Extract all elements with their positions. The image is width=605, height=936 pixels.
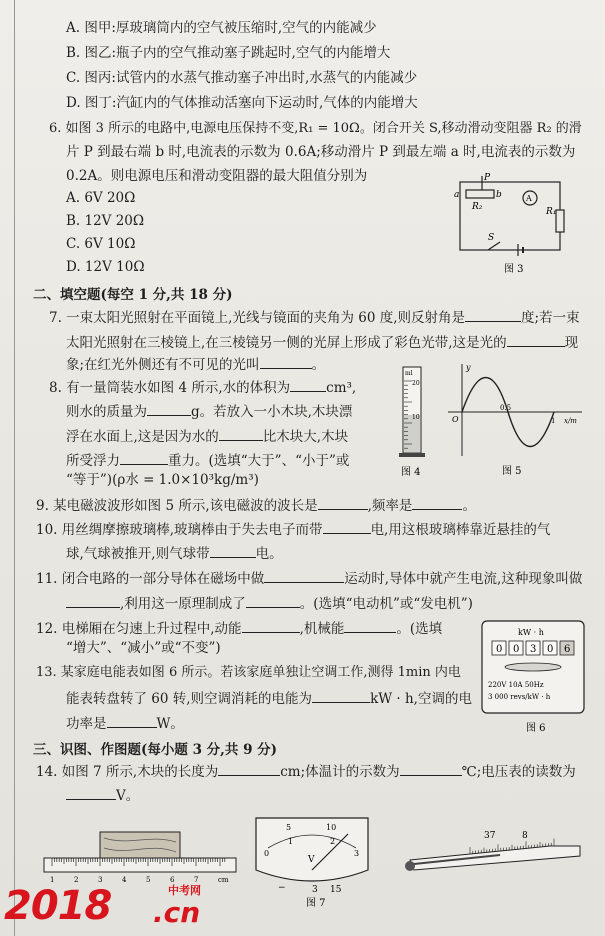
answer-blank[interactable]: [344, 619, 396, 633]
q5-option-c: C. 图丙:试管内的水蒸气推动塞子冲出时,水蒸气的内能减少: [66, 70, 418, 86]
q6-option-a: A. 6V 20Ω: [66, 190, 136, 206]
ruler-label: 7: [194, 876, 199, 884]
ruler-label: 2: [74, 876, 79, 884]
q14-text: cm;体温计的示数为: [280, 764, 400, 780]
q12-text: 12. 电梯厢在匀速上升过程中,动能: [36, 621, 242, 637]
q11-text: ,利用这一原理制成了: [120, 596, 246, 612]
q11-text: 。(选填“电动机”或“发电机”): [299, 596, 473, 612]
wooden-block: [100, 832, 180, 858]
answer-blank[interactable]: [260, 355, 312, 369]
watermark-logo: 2018: [4, 883, 112, 929]
voltmeter-bottom-1: 1: [288, 837, 294, 846]
resistor-r1: [556, 210, 564, 232]
x-axis-label: x/m: [564, 417, 577, 425]
q13-line3: [66, 714, 184, 733]
voltmeter-unit: V: [308, 855, 315, 865]
label-p: P: [484, 173, 491, 183]
q13-line2: [66, 689, 472, 708]
q11-text: 运动时,导体中就产生电流,这种现象叫做: [344, 571, 583, 587]
q13-text: W。: [156, 716, 184, 732]
voltmeter-top-10: 10: [326, 823, 337, 832]
energy-meter-figure-6: [478, 617, 590, 737]
q13-text: 能表转盘转了 60 转,则空调消耗的电能为: [66, 691, 313, 707]
meter-digit: 3: [530, 644, 537, 655]
q5-option-d: D. 图丁:汽缸内的气体推动活塞向下运动时,气体的内能增大: [66, 95, 418, 111]
tick-1: 1: [551, 417, 556, 425]
figure-3-caption: 图 3: [504, 264, 524, 275]
q10-text: 10. 用丝绸摩擦玻璃棒,玻璃棒由于失去电子而带: [36, 522, 323, 538]
q12-text: ,机械能: [299, 621, 345, 637]
answer-blank[interactable]: [323, 520, 371, 534]
ruler-body: [44, 858, 236, 872]
ruler-figure: [40, 828, 240, 886]
figure-6-caption: 图 6: [526, 723, 546, 734]
ruler-label: 1: [50, 876, 55, 884]
q6-option-d: D. 12V 10Ω: [66, 259, 145, 275]
q12-line2: “增大”、“减小”或“不变”): [66, 640, 221, 656]
answer-blank[interactable]: [290, 378, 326, 392]
q8-text: g。若放入一小木块,木块漂: [191, 404, 353, 420]
figure-5-caption: 图 5: [502, 466, 522, 477]
cylinder-tick-10: 10: [412, 414, 420, 421]
q5-option-a: A. 图甲:厚玻璃筒内的空气被压缩时,空气的内能减少: [66, 20, 377, 36]
q13-text: kW · h,空调的电: [370, 691, 472, 707]
q9-text: 。: [462, 498, 476, 514]
q10-text: 电,用这根玻璃棒靠近悬挂的气: [370, 522, 551, 538]
label-r1: R₁: [546, 207, 557, 217]
terminal-15: 15: [330, 885, 342, 895]
watermark-subtitle: 中考网: [168, 884, 201, 897]
meter-digit: 0: [547, 644, 554, 655]
q7-line1: [49, 308, 580, 327]
ruler-label: 6: [170, 876, 175, 884]
answer-blank[interactable]: [246, 594, 300, 608]
q7-line2: [66, 333, 578, 352]
q7-text: 太阳光照射在三棱镜上,在三棱镜另一侧的光屏上形成了彩色光带,这是光的: [66, 335, 507, 351]
q10-line1: [36, 520, 550, 539]
ruler-label: cm: [218, 876, 229, 884]
ruler-label: 4: [122, 876, 127, 884]
label-a: a: [454, 190, 460, 200]
q14-text: ℃;电压表的读数为: [461, 764, 576, 780]
q9-line1: [36, 496, 476, 515]
label-r2: R₂: [472, 202, 483, 212]
cylinder-tick-20: 20: [412, 380, 420, 387]
label-ammeter: A: [526, 194, 532, 203]
answer-blank[interactable]: [318, 496, 368, 510]
meter-spec-2: 3 000 revs/kW · h: [488, 693, 551, 701]
q8-line1: [49, 378, 356, 397]
circuit-figure-3: [452, 172, 572, 277]
answer-blank[interactable]: [264, 569, 344, 583]
voltmeter-top-5: 5: [286, 823, 292, 832]
meter-digit: 0: [513, 644, 520, 655]
figure-4-caption: 图 4: [401, 467, 421, 478]
q6-line2: 片 P 到最右端 b 时,电流表的示数为 0.6A;移动滑片 P 到最左端 a 时,电流表的示数为: [66, 144, 576, 160]
meter-disc: [505, 663, 561, 671]
ruler-label: 3: [98, 876, 103, 884]
meter-spec-1: 220V 10A 50Hz: [488, 681, 544, 689]
section-2-heading: 二、填空题(每空 1 分,共 18 分): [33, 287, 233, 303]
wave-figure-5: [440, 360, 590, 478]
voltmeter-bottom-0: 0: [264, 849, 270, 858]
answer-blank[interactable]: [412, 496, 462, 510]
meter-digit: 6: [564, 644, 571, 655]
answer-blank[interactable]: [120, 451, 168, 465]
answer-blank[interactable]: [242, 619, 300, 633]
answer-blank[interactable]: [147, 402, 191, 416]
q14-line2: [66, 786, 139, 805]
voltmeter-bottom-2: 2: [330, 837, 336, 846]
meter-unit: kW · h: [518, 628, 544, 637]
q7-text: 度;若一束: [521, 310, 580, 326]
q8-line2: [66, 402, 352, 421]
q7-text: 象;在红光外侧还有不可见的光叫: [66, 357, 260, 373]
answer-blank[interactable]: [465, 308, 521, 322]
q12-text: 。(选填: [396, 621, 443, 637]
q7-line3: [66, 355, 325, 374]
terminal-negative: −: [278, 883, 286, 893]
y-axis-label: y: [466, 363, 471, 372]
switch-s: [488, 242, 500, 250]
meter-digit: 0: [496, 644, 503, 655]
voltmeter-bottom-3: 3: [354, 849, 360, 858]
cylinder-unit: ml: [405, 370, 413, 377]
cylinder-base: [399, 453, 425, 457]
binding-margin-line: [14, 0, 15, 936]
q11-line1: [36, 569, 582, 588]
figure-7-caption: 图 7: [306, 898, 326, 908]
answer-blank[interactable]: [66, 786, 116, 800]
q8-text: cm³,: [326, 380, 357, 396]
thermometer-bulb: [405, 861, 415, 871]
q11-line2: [66, 594, 473, 613]
label-s: S: [488, 233, 495, 243]
q8-text: 8. 有一量筒装水如图 4 所示,水的体积为: [49, 380, 291, 396]
q11-text: 11. 闭合电路的一部分导体在磁场中做: [36, 571, 265, 587]
watermark-domain-suffix: .cn: [153, 896, 201, 929]
q6-option-b: B. 12V 20Ω: [66, 213, 145, 229]
answer-blank[interactable]: [312, 689, 370, 703]
q9-text: ,频率是: [367, 498, 413, 514]
answer-blank[interactable]: [218, 762, 280, 776]
q8-text: 比木块大,木块: [262, 429, 349, 445]
answer-blank[interactable]: [507, 333, 565, 347]
answer-blank[interactable]: [219, 427, 263, 441]
ruler-label: 5: [146, 876, 151, 884]
voltmeter-figure: [250, 812, 374, 908]
q13-text: 功率是: [66, 716, 107, 732]
q6-option-c: C. 6V 10Ω: [66, 236, 136, 252]
q12-line1: [36, 619, 442, 638]
answer-blank[interactable]: [107, 714, 157, 728]
q10-text: 电。: [255, 546, 283, 562]
q10-text: 球,气球被推开,则气球带: [66, 546, 210, 562]
voltmeter-face: [256, 818, 368, 881]
answer-blank[interactable]: [210, 544, 256, 558]
label-b: b: [496, 190, 502, 200]
q7-text: 。: [311, 357, 326, 373]
q10-line2: [66, 544, 283, 563]
q14-text: V。: [116, 788, 140, 804]
terminal-3: 3: [312, 885, 318, 895]
answer-blank[interactable]: [66, 594, 120, 608]
cylinder-figure-4: [395, 363, 433, 478]
q8-line3: [66, 427, 348, 446]
q14-line1: [36, 762, 576, 781]
tick-0-5: 0.5: [500, 404, 512, 412]
q8-text: 则水的质量为: [66, 404, 147, 420]
thermometer-figure: [400, 826, 590, 886]
q8-line5: “等于”)(ρ水 = 1.0×10³kg/m³): [66, 472, 259, 488]
section-3-heading: 三、识图、作图题(每小题 3 分,共 9 分): [33, 742, 278, 758]
q8-text: 所受浮力: [66, 453, 120, 469]
q8-line4: [66, 451, 349, 470]
q8-text: 浮在水面上,这是因为水的: [66, 429, 219, 445]
q7-text: 7. 一束太阳光照射在平面镜上,光线与镜面的夹角为 60 度,则反射角是: [49, 310, 466, 326]
q13-line1: 13. 某家庭电能表如图 6 所示。若该家庭单独让空调工作,测得 1min 内电: [36, 665, 461, 680]
q5-option-b: B. 图乙:瓶子内的空气推动塞子跳起时,空气的内能增大: [66, 45, 391, 61]
q8-text: 重力。(选填“大于”、“小于”或: [168, 453, 350, 469]
q9-text: 9. 某电磁波波形如图 5 所示,该电磁波的波长是: [36, 498, 318, 514]
q14-text: 14. 如图 7 所示,木块的长度为: [36, 764, 219, 780]
q6-line1: 6. 如图 3 所示的电路中,电源电压保持不变,R₁ = 10Ω。闭合开关 S,移动滑动变阻器 R₂ 的滑: [49, 121, 582, 136]
origin-label: O: [452, 415, 459, 424]
q7-text: 现: [564, 335, 579, 351]
thermo-label-37: 37: [484, 831, 496, 841]
q6-line3: 0.2A。则电源电压和滑动变阻器的最大阻值分别为: [66, 168, 368, 184]
answer-blank[interactable]: [400, 762, 462, 776]
thermo-label-8: 8: [522, 831, 528, 841]
rheostat-r2: [466, 190, 494, 198]
meter-digits: [492, 641, 574, 655]
